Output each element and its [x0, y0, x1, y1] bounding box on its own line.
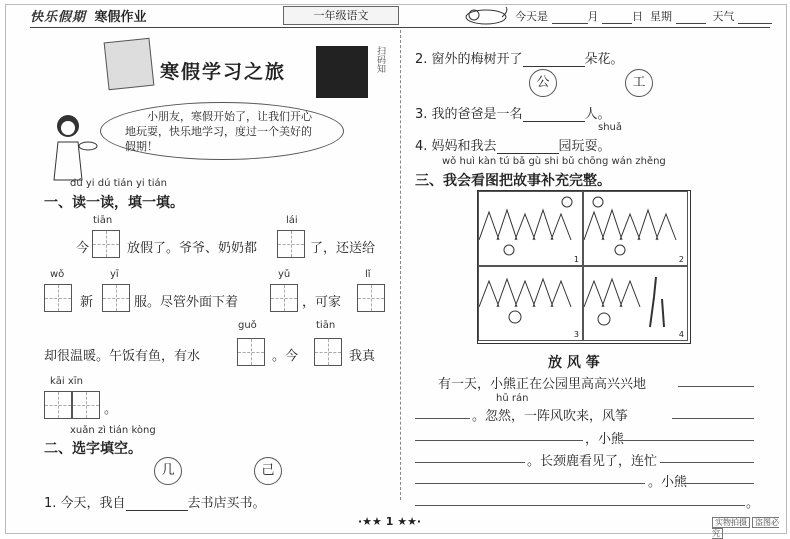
month-label: 月	[587, 10, 599, 23]
choice-ji-2[interactable]: 己	[254, 457, 282, 485]
girl-illustration-icon	[48, 112, 98, 182]
pinyin-lai: lái	[286, 215, 298, 226]
story-title: 放 风 筝	[548, 355, 600, 371]
story-blank-5[interactable]	[622, 440, 754, 441]
panel-number-4: 4	[678, 330, 684, 339]
question-4-pre: 4. 妈妈和我去	[415, 139, 497, 154]
story-sentence-5: 。小熊	[648, 475, 688, 490]
story-sentence-4: 。长颈鹿看见了，连忙	[527, 454, 658, 469]
line3-t1: 却很温暖。午饭有鱼，有水	[44, 349, 201, 364]
story-blank-3[interactable]	[672, 418, 754, 419]
brand-title: 寒假作业	[94, 10, 147, 25]
story-sentence-2: 。忽然，一阵风吹来，风筝	[472, 409, 629, 424]
tree-scene-icon	[479, 192, 582, 265]
question-3-blank[interactable]	[523, 109, 585, 122]
question-2-blank[interactable]	[523, 54, 585, 67]
line2-t1: 新	[80, 295, 94, 310]
pinyin-shua: shuǎ	[598, 122, 623, 133]
pinyin-yi: yī	[110, 269, 119, 280]
date-label: 今天是	[515, 10, 548, 23]
choice-ji-1[interactable]: 几	[154, 457, 182, 485]
section2-heading-pinyin: xuǎn zì tián kòng	[70, 425, 156, 436]
qr-code-icon[interactable]	[316, 46, 368, 98]
section3-heading: 三、我会看图把故事补充完整。	[415, 173, 611, 189]
question-4	[415, 135, 611, 154]
pinyin-yu: yǔ	[278, 269, 291, 280]
date-weather-line	[515, 8, 772, 24]
question-4-post: 园玩耍。	[558, 139, 611, 154]
answer-cell-5[interactable]	[270, 284, 298, 312]
story-blank-10[interactable]	[415, 505, 745, 506]
question-1-blank[interactable]	[126, 498, 188, 511]
tree-scene-icon	[479, 267, 582, 340]
header-rule	[30, 27, 770, 28]
line2-t3: ，可家	[302, 295, 342, 310]
pinyin-tian-2: tiān	[316, 320, 336, 331]
day-blank[interactable]	[602, 13, 632, 24]
panel-number-2: 2	[678, 255, 684, 264]
question-1-post: 去书店买书。	[187, 496, 266, 511]
story-panel-4	[583, 266, 688, 341]
answer-cell-3[interactable]	[44, 284, 72, 312]
answer-cell-10[interactable]	[72, 391, 100, 419]
story-panel-2	[583, 191, 688, 266]
weekday-label: 星期	[650, 10, 672, 23]
panel-number-3: 3	[573, 330, 579, 339]
story-panel-3	[478, 266, 583, 341]
header-brand	[30, 6, 147, 25]
question-1	[44, 492, 266, 511]
story-sentence-3: ，小熊	[585, 432, 625, 447]
speech-bubble: 小朋友，寒假开始了，让我们开心地玩耍，快乐地学习，度过一个美好的假期！	[100, 102, 344, 160]
section3-heading-pinyin: wǒ huì kàn tú bǎ gù shi bǔ chōng wán zhěng	[442, 156, 666, 167]
stamp-label-2: 盗图必究	[712, 518, 779, 538]
question-2-post: 朵花。	[584, 52, 624, 67]
choice-gong-2[interactable]: 工	[625, 69, 653, 97]
question-2-pre: 2. 窗外的梅树开了	[415, 52, 523, 67]
answer-cell-9[interactable]	[44, 391, 72, 419]
giraffe-scene-icon	[584, 267, 687, 340]
page-title: 寒假学习之旅	[160, 61, 287, 83]
line3-t2: 。今	[272, 349, 299, 364]
line2-t2: 服。尽管外面下着	[134, 295, 239, 310]
month-blank[interactable]	[552, 13, 588, 24]
qr-note: 扫码知	[375, 46, 385, 73]
column-divider	[400, 30, 401, 500]
question-4-blank[interactable]	[497, 141, 559, 154]
pinyin-wo: wǒ	[50, 269, 65, 280]
story-picture-grid	[477, 190, 691, 344]
story-panel-1	[478, 191, 583, 266]
photo-stamp	[712, 517, 790, 539]
story-blank-6[interactable]	[415, 462, 525, 463]
answer-cell-6[interactable]	[357, 284, 385, 312]
subject-label: 一年级语文	[283, 6, 399, 25]
story-blank-2[interactable]	[415, 418, 470, 419]
weekday-blank[interactable]	[676, 13, 706, 24]
section1-heading-pinyin: dú yi dú tián yi tián	[70, 178, 167, 189]
line4-t1: 。	[104, 402, 118, 417]
pinyin-kaixin: kāi xīn	[50, 376, 83, 387]
question-3-post: 人。	[584, 107, 611, 122]
question-3-pre: 3. 我的爸爸是一名	[415, 107, 523, 122]
story-sentence-6: 。	[746, 496, 760, 511]
line3-t3: 我真	[349, 349, 376, 364]
pinyin-guo: guǒ	[238, 320, 257, 331]
story-blank-9[interactable]	[686, 483, 754, 484]
story-blank-8[interactable]	[415, 483, 645, 484]
story-sentence-1: 有一天，小熊正在公园里高高兴兴地	[438, 377, 647, 392]
section1-heading: 一、读一读，填一填。	[44, 195, 184, 211]
answer-cell-8[interactable]	[314, 338, 342, 366]
answer-cell-4[interactable]	[102, 284, 130, 312]
page-number: ·★★ 1 ★★·	[358, 515, 422, 528]
question-2	[415, 48, 624, 67]
line1-pre: 今	[76, 241, 90, 256]
story-blank-4[interactable]	[415, 440, 583, 441]
pinyin-li: lǐ	[365, 269, 371, 280]
answer-cell-7[interactable]	[237, 338, 265, 366]
weather-blank[interactable]	[738, 13, 772, 24]
choice-gong-1[interactable]: 公	[529, 69, 557, 97]
line1-mid: 放假了。爷爷、奶奶都	[127, 241, 258, 256]
tree-scene-icon	[584, 192, 687, 265]
stamp-label-1: 实物拍摄	[712, 517, 750, 528]
weather-label: 天气	[712, 10, 735, 23]
cat-illustration-icon	[462, 5, 510, 25]
pinyin-huran: hū rán	[496, 393, 529, 404]
story-blank-1[interactable]	[678, 386, 754, 387]
section2-heading: 二、选字填空。	[44, 441, 142, 457]
answer-cell-2[interactable]	[277, 230, 305, 258]
answer-cell-1[interactable]	[92, 230, 120, 258]
brand-decoration: 快乐假期	[30, 10, 87, 25]
story-blank-7[interactable]	[660, 462, 754, 463]
pinyin-tian-1: tiān	[93, 215, 113, 226]
question-1-pre: 1. 今天，我自	[44, 496, 126, 511]
line1-post: 了，还送给	[310, 241, 376, 256]
question-3	[415, 103, 611, 122]
book-icon	[104, 38, 155, 91]
panel-number-1: 1	[573, 255, 579, 264]
day-label: 日	[632, 10, 643, 23]
